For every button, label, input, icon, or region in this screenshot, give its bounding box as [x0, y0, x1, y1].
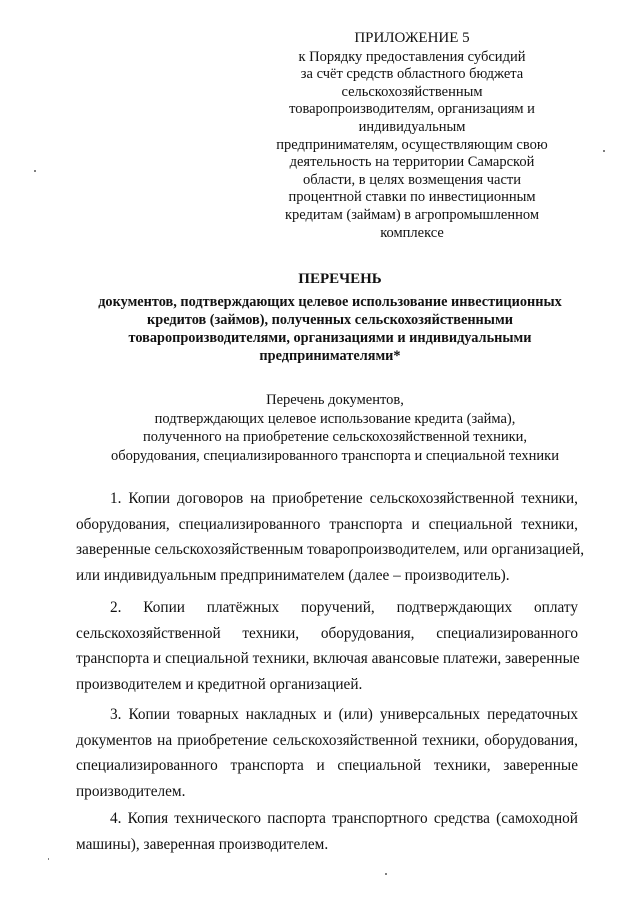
sub-title-line: оборудования, специализированного транспорта и специальной техники [111, 447, 559, 464]
annex-line: к Порядку предоставления субсидий [298, 48, 526, 65]
annex-line: предпринимателям, осуществляющим свою [276, 136, 548, 153]
sub-title-line: полученного на приобретение сельскохозяйственной техники, [142, 429, 528, 445]
scan-speck [385, 873, 387, 875]
list-item-4 [76, 806, 578, 857]
sub-title-block [70, 391, 600, 465]
list-title-line: предпринимателями* [259, 348, 401, 364]
annex-title: ПРИЛОЖЕНИЕ 5 [354, 30, 470, 46]
item-line: 4. Копия технического паспорта транспортного средства (самоходной [110, 810, 578, 827]
sub-title-line: Перечень документов, [266, 392, 404, 408]
item-line: машины), заверенная производителем. [76, 835, 329, 853]
annex-line: комплексе [380, 224, 444, 241]
item-line: специализированного транспорта и специальной техники, заверенные [76, 757, 578, 775]
item-line: или индивидуальным предпринимателем (далее – производитель). [76, 566, 510, 584]
annex-line: процентной ставки по инвестиционным [288, 189, 536, 206]
item-line: сельскохозяйственной техники, оборудования, специализированного [76, 624, 578, 642]
list-heading: ПЕРЕЧЕНЬ [298, 271, 382, 287]
item-line: производителем. [76, 782, 186, 800]
item-line: заверенные сельскохозяйственным товаропроизводителем, или организацией, [76, 541, 585, 559]
item-line: 3. Копии товарных накладных и (или) универсальных передаточных [110, 706, 578, 723]
list-title-block [80, 270, 580, 365]
scan-speck [34, 170, 36, 172]
annex-line: товаропроизводителям, организациям и [289, 101, 535, 118]
annex-line: области, в целях возмещения части [303, 171, 521, 188]
annex-line: сельскохозяйственным [341, 83, 483, 100]
annex-line: деятельность на территории Самарской [289, 154, 535, 171]
annex-line: за счёт средств областного бюджета [300, 66, 524, 83]
list-title-line: документов, подтверждающих целевое использование инвестиционных [98, 294, 562, 310]
list-item-3 [76, 702, 578, 804]
scan-speck [48, 858, 49, 860]
item-line: производителем и кредитной организацией. [76, 675, 363, 693]
item-line: 1. Копии договоров на приобретение сельскохозяйственной техники, [110, 490, 578, 507]
list-title-line: товаропроизводителями, организациями и индивидуальными [128, 330, 532, 346]
list-title-line: кредитов (займов), полученных сельскохозяйственными [147, 312, 513, 328]
item-line: транспорта и специальной техники, включая авансовые платежи, заверенные [76, 650, 580, 668]
annex-line: кредитам (займам) в агропромышленном [284, 206, 540, 223]
annex-block [262, 30, 562, 242]
scan-speck [603, 150, 605, 152]
list-item-1 [76, 486, 585, 588]
list-item-2 [76, 595, 578, 697]
sub-title-line: подтверждающих целевое использование кредита (займа), [154, 410, 516, 427]
item-line: оборудования, специализированного транспорта и специальной техники, [76, 515, 578, 533]
item-line: 2. Копии платёжных поручений, подтверждающих оплату [110, 599, 578, 616]
item-line: документов на приобретение сельскохозяйственной техники, оборудования, [76, 731, 578, 749]
annex-line: индивидуальным [358, 118, 466, 135]
